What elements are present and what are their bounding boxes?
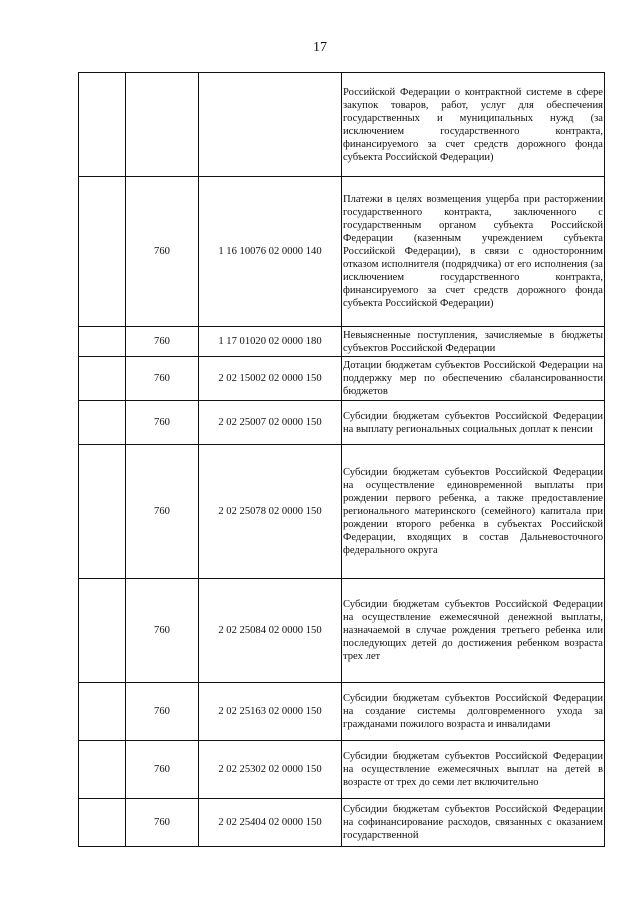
budget-code-cell: 1 17 01020 02 0000 180	[199, 327, 342, 357]
budget-code-cell: 2 02 25084 02 0000 150	[199, 579, 342, 683]
table-row	[79, 327, 605, 357]
budget-code-cell: 2 02 15002 02 0000 150	[199, 357, 342, 401]
table-row	[79, 799, 605, 847]
revenue-description-cell: Субсидии бюджетам субъектов Российской Федерации на софинансирование расходов, связанных с оказанием государственной	[342, 799, 605, 847]
row-number-cell	[79, 799, 126, 847]
row-number-cell	[79, 741, 126, 799]
table-row	[79, 401, 605, 445]
admin-code-cell: 760	[126, 401, 199, 445]
budget-code-cell	[199, 73, 342, 177]
table-row	[79, 73, 605, 177]
row-number-cell	[79, 327, 126, 357]
admin-code-cell: 760	[126, 327, 199, 357]
table-row	[79, 357, 605, 401]
row-number-cell	[79, 579, 126, 683]
revenue-description-cell: Субсидии бюджетам субъектов Российской Федерации на осуществление ежемесячной денежной выплаты, назначаемой в случае рождения третьего ребенка или последующих детей до достижения ребенком возраста трех лет	[342, 579, 605, 683]
admin-code-cell: 760	[126, 683, 199, 741]
row-number-cell	[79, 401, 126, 445]
revenue-description-cell: Субсидии бюджетам субъектов Российской Федерации на создание системы долговременного ухода за гражданами пожилого возраста и инвалидами	[342, 683, 605, 741]
revenue-description-cell: Субсидии бюджетам субъектов Российской Федерации на выплату региональных социальных доплат к пенсии	[342, 401, 605, 445]
table-row	[79, 177, 605, 327]
page-number: 17	[313, 40, 327, 55]
admin-code-cell: 760	[126, 741, 199, 799]
revenue-description-cell: Дотации бюджетам субъектов Российской Федерации на поддержку мер по обеспечению сбалансированности бюджетов	[342, 357, 605, 401]
admin-code-cell: 760	[126, 579, 199, 683]
revenue-description-cell: Субсидии бюджетам субъектов Российской Федерации на осуществление единовременной выплаты при рождении первого ребенка, а также предоставление регионального материнского (семейного) капитала при рождении второго ребенка в субъектах Российской Федерации, входящих в состав Дальневосточного федерального округа	[342, 445, 605, 579]
budget-code-cell: 2 02 25302 02 0000 150	[199, 741, 342, 799]
revenue-description-cell: Платежи в целях возмещения ущерба при расторжении государственного контракта, заключенного с государственным органом субъекта Российской Федерации (казенным учреждением субъекта Российской Федерации), в связи с односторонним отказом исполнителя (подрядчика) от его исполнения (за исключением государственного контракта, финансируемого за счет средств дорожного фонда субъекта Российской Федерации)	[342, 177, 605, 327]
row-number-cell	[79, 357, 126, 401]
row-number-cell	[79, 445, 126, 579]
budget-code-cell: 2 02 25163 02 0000 150	[199, 683, 342, 741]
admin-code-cell: 760	[126, 799, 199, 847]
revenue-description-cell: Невыясненные поступления, зачисляемые в бюджеты субъектов Российской Федерации	[342, 327, 605, 357]
row-number-cell	[79, 683, 126, 741]
budget-revenue-table	[78, 72, 605, 847]
budget-code-cell: 1 16 10076 02 0000 140	[199, 177, 342, 327]
admin-code-cell	[126, 73, 199, 177]
budget-code-cell: 2 02 25078 02 0000 150	[199, 445, 342, 579]
table-row	[79, 445, 605, 579]
budget-code-cell: 2 02 25404 02 0000 150	[199, 799, 342, 847]
row-number-cell	[79, 73, 126, 177]
admin-code-cell: 760	[126, 177, 199, 327]
table-body	[79, 73, 605, 847]
table-row	[79, 579, 605, 683]
revenue-description-cell: Субсидии бюджетам субъектов Российской Федерации на осуществление ежемесячных выплат на детей в возрасте от трех до семи лет включительно	[342, 741, 605, 799]
revenue-description-cell: Российской Федерации о контрактной системе в сфере закупок товаров, работ, услуг для обеспечения государственных и муниципальных нужд (за исключением государственного контракта, финансируемого за счет средств дорожного фонда субъекта Российской Федерации)	[342, 73, 605, 177]
budget-code-cell: 2 02 25007 02 0000 150	[199, 401, 342, 445]
admin-code-cell: 760	[126, 357, 199, 401]
table-row	[79, 741, 605, 799]
admin-code-cell: 760	[126, 445, 199, 579]
table-row	[79, 683, 605, 741]
row-number-cell	[79, 177, 126, 327]
